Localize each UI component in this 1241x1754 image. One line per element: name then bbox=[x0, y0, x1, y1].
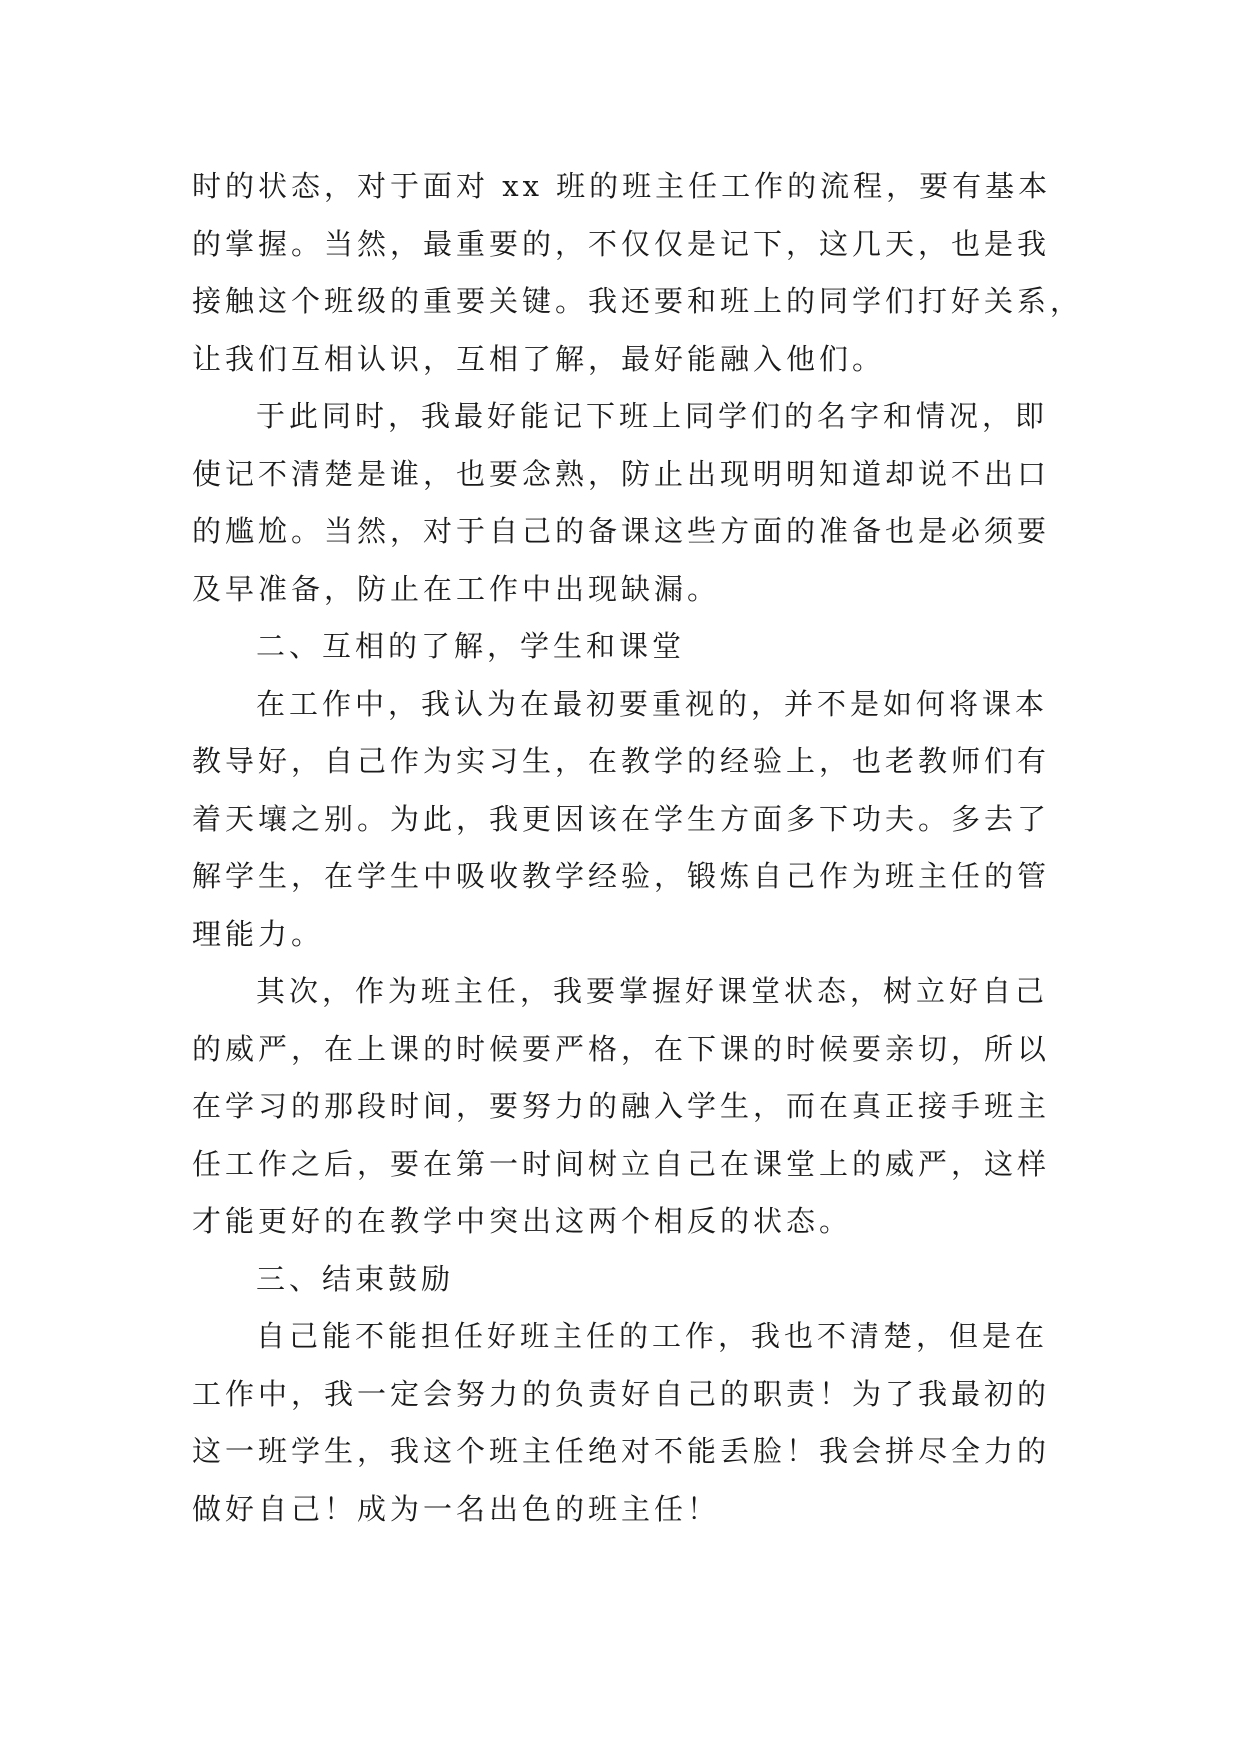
section-heading: 二、互相的了解，学生和课堂 bbox=[256, 629, 686, 663]
text-line: 做好自己！成为一名出色的班主任！ bbox=[192, 1491, 721, 1526]
text-line: 才能更好的在教学中突出这两个相反的状态。 bbox=[192, 1204, 853, 1238]
paragraph-first-line: 自己能不能担任好班主任的工作，我也不清楚，但是在 bbox=[256, 1319, 1049, 1353]
text-line: 及早准备，防止在工作中出现缺漏。 bbox=[192, 571, 721, 606]
text-line: 教导好，自己作为实习生，在教学的经验上，也老教师们有 bbox=[192, 744, 1051, 778]
text-line: 使记不清楚是谁，也要念熟，防止出现明明知道却说不出口 bbox=[192, 456, 1051, 491]
text-line: 接触这个班级的重要关键。我还要和班上的同学们打好关系， bbox=[192, 284, 1084, 318]
text-line: 在学习的那段时间，要努力的融入学生，而在真正接手班主 bbox=[192, 1089, 1051, 1123]
text-line: 让我们互相认识，互相了解，最好能融入他们。 bbox=[192, 341, 886, 376]
text-line: 的掌握。当然，最重要的，不仅仅是记下，这几天，也是我 bbox=[192, 226, 1051, 261]
text-line: 任工作之后，要在第一时间树立自己在课堂上的威严，这样 bbox=[192, 1146, 1051, 1181]
text-line: 的尴尬。当然，对于自己的备课这些方面的准备也是必须要 bbox=[192, 514, 1051, 548]
section-heading: 三、结束鼓励 bbox=[256, 1261, 455, 1296]
text-line: 的威严，在上课的时候要严格，在下课的时候要亲切，所以 bbox=[192, 1031, 1051, 1066]
text-line: 时的状态，对于面对 xx 班的班主任工作的流程，要有基本 bbox=[192, 169, 1052, 203]
text-line: 工作中，我一定会努力的负责好自己的职责！为了我最初的 bbox=[192, 1376, 1051, 1411]
text-line: 这一班学生，我这个班主任绝对不能丢脸！我会拼尽全力的 bbox=[192, 1434, 1051, 1468]
paragraph-first-line: 其次，作为班主任，我要掌握好课堂状态，树立好自己 bbox=[256, 974, 1049, 1008]
text-line: 理能力。 bbox=[192, 916, 325, 951]
text-line: 解学生，在学生中吸收教学经验，锻炼自己作为班主任的管 bbox=[192, 859, 1051, 893]
body-text bbox=[192, 158, 1092, 1538]
paragraph-first-line: 于此同时，我最好能记下班上同学们的名字和情况，即 bbox=[256, 399, 1049, 433]
text-line: 着天壤之别。为此，我更因该在学生方面多下功夫。多去了 bbox=[192, 801, 1051, 836]
paragraph-first-line: 在工作中，我认为在最初要重视的，并不是如何将课本 bbox=[256, 686, 1049, 721]
